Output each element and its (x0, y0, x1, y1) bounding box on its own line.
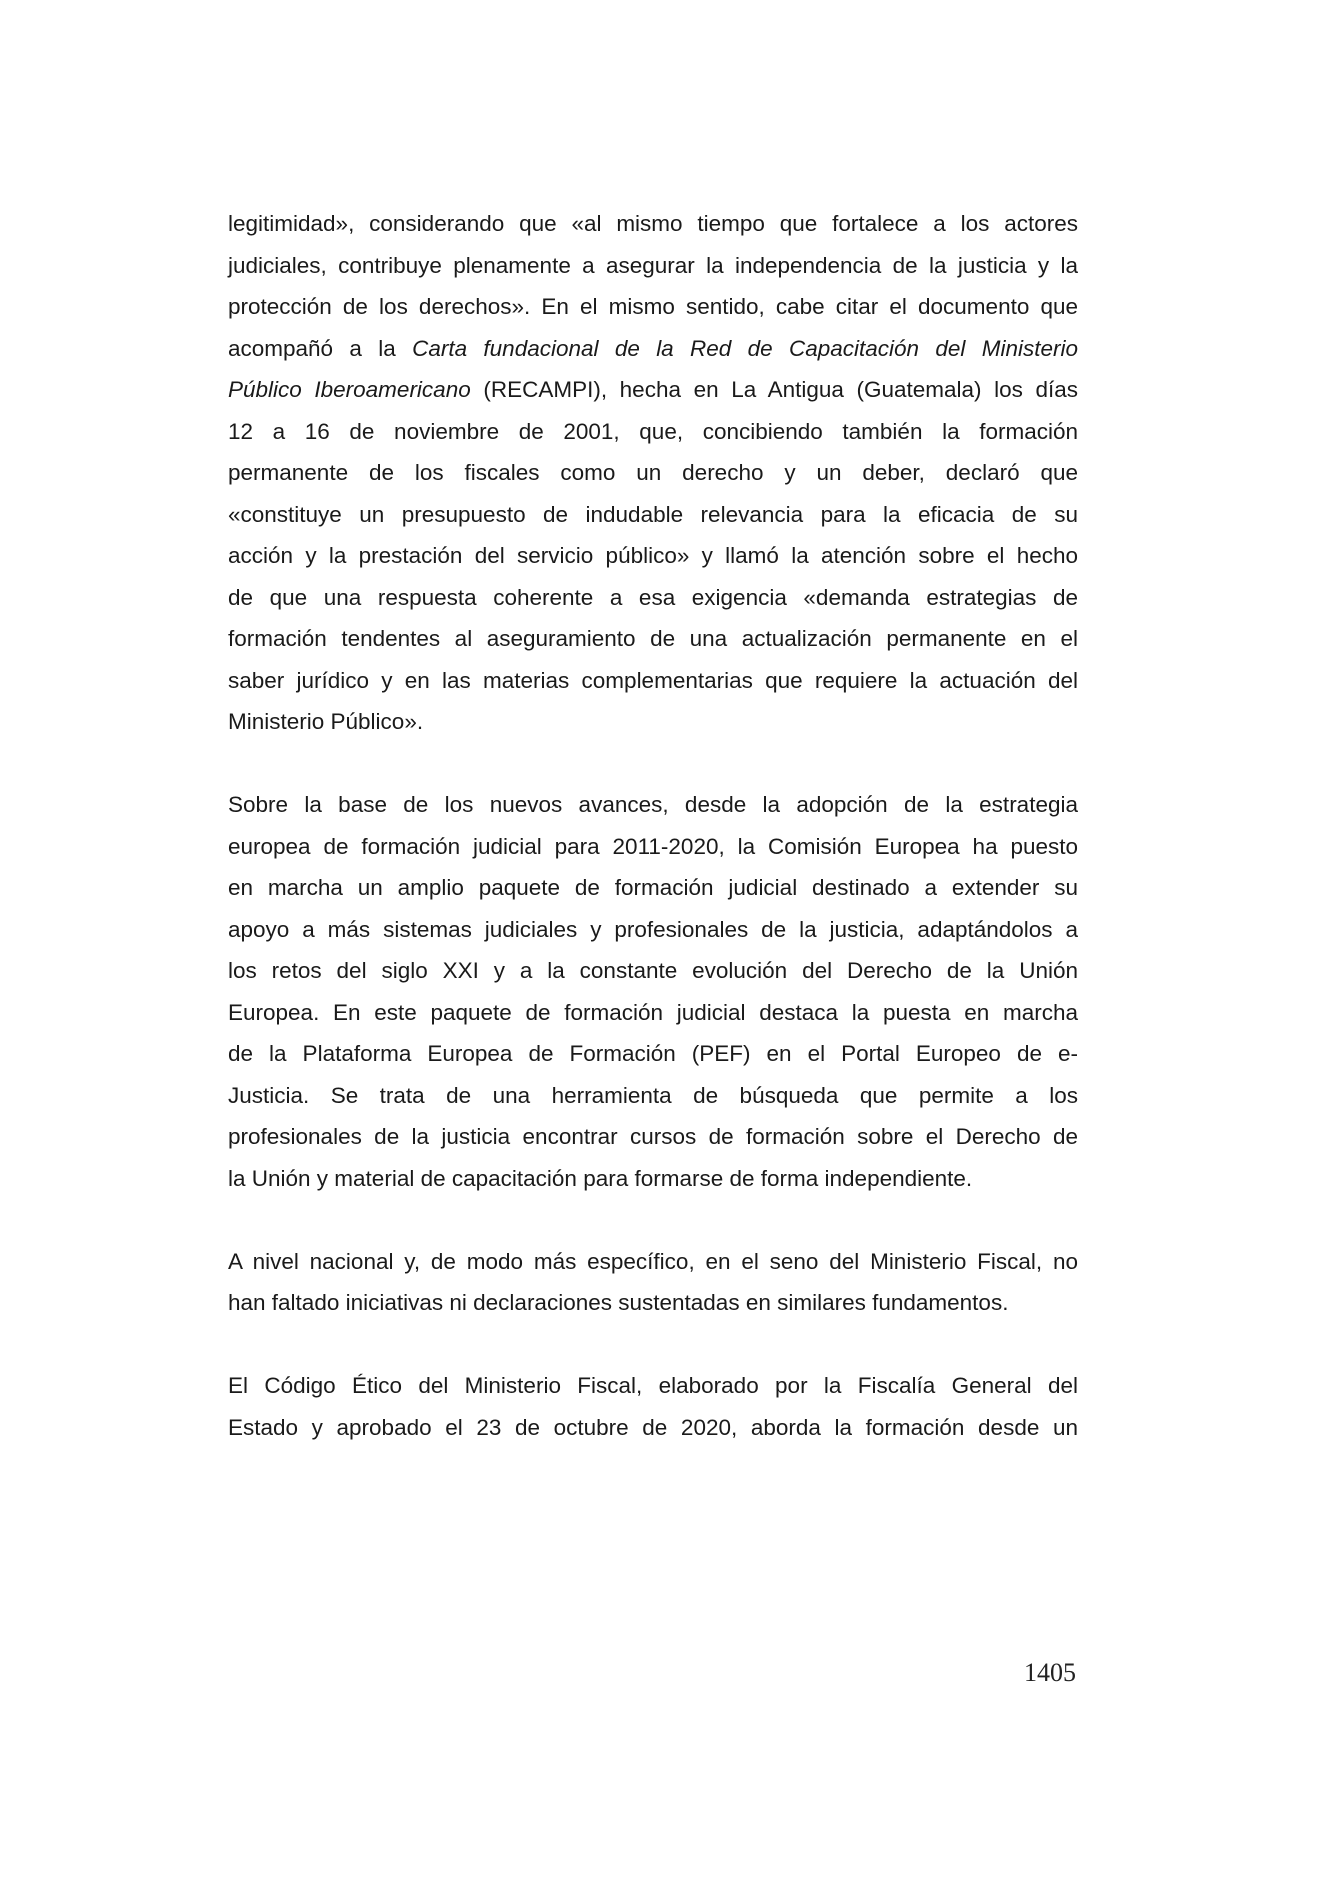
text-line: saber jurídico y en las materias complementarias que requiere la actuación del (228, 667, 1078, 693)
text-line: acción y la prestación del servicio público» y llamó la atención sobre el hecho (228, 543, 1078, 568)
text-line: protección de los derechos». En el mismo sentido, cabe citar el documento que (228, 294, 1078, 319)
paragraph-1 (228, 203, 1078, 743)
text-line: A nivel nacional y, de modo más específico, en el seno del Ministerio Fiscal, no (228, 1248, 1078, 1274)
text-line (228, 328, 1078, 370)
text-line: profesionales de la justicia encontrar cursos de formación sobre el Derecho de (228, 1124, 1078, 1149)
text-line: han faltado iniciativas ni declaraciones sustentadas en similares fundamentos. (228, 1290, 1009, 1315)
italic-title: Carta fundacional de la Red de Capacitación del Ministerio (412, 335, 1078, 361)
text-line: judiciales, contribuye plenamente a asegurar la independencia de la justicia y la (228, 252, 1078, 278)
text-line: Justicia. Se trata de una herramienta de búsqueda que permite a los (228, 1082, 1078, 1108)
text-line: de que una respuesta coherente a esa exigencia «demanda estrategias de (228, 584, 1078, 610)
paragraph-3 (228, 1241, 1078, 1324)
text-line: Europea. En este paquete de formación judicial destaca la puesta en marcha (228, 999, 1078, 1025)
text-line: 12 a 16 de noviembre de 2001, que, concibiendo también la formación (228, 418, 1078, 444)
text-line: formación tendentes al aseguramiento de una actualización permanente en el (228, 626, 1078, 651)
paragraph-4 (228, 1365, 1078, 1448)
text-line: permanente de los fiscales como un derecho y un deber, declaró que (228, 460, 1078, 485)
text-line: la Unión y material de capacitación para formarse de forma independiente. (228, 1165, 973, 1191)
italic-title: Público Iberoamericano (228, 377, 471, 402)
page-number: 1405 (1024, 1658, 1076, 1687)
text-line: los retos del siglo XXI y a la constante evolución del Derecho de la Unión (228, 958, 1078, 983)
text-line: «constituye un presupuesto de indudable relevancia para la eficacia de su (228, 501, 1078, 527)
text-line: Ministerio Público». (228, 709, 424, 734)
text-line: Sobre la base de los nuevos avances, desde la adopción de la estrategia (228, 792, 1078, 817)
paragraph-2 (228, 784, 1078, 1199)
text-line: de la Plataforma Europea de Formación (PEF) en el Portal Europeo de e- (228, 1041, 1078, 1066)
text-line: apoyo a más sistemas judiciales y profesionales de la justicia, adaptándolos a (228, 916, 1078, 942)
text-line: Estado y aprobado el 23 de octubre de 2020, aborda la formación desde un (228, 1414, 1078, 1440)
body-text (228, 203, 1078, 1490)
text-fragment: (RECAMPI), hecha en La Antigua (Guatemala) los días (470, 377, 1078, 402)
text-line: europea de formación judicial para 2011-2020, la Comisión Europea ha puesto (228, 833, 1078, 859)
text-line: en marcha un amplio paquete de formación judicial destinado a extender su (228, 875, 1078, 900)
text-line: legitimidad», considerando que «al mismo tiempo que fortalece a los actores (228, 211, 1078, 236)
text-line (228, 369, 1078, 411)
text-line: El Código Ético del Ministerio Fiscal, elaborado por la Fiscalía General del (228, 1373, 1078, 1398)
text-fragment: acompañó a la (228, 335, 413, 361)
